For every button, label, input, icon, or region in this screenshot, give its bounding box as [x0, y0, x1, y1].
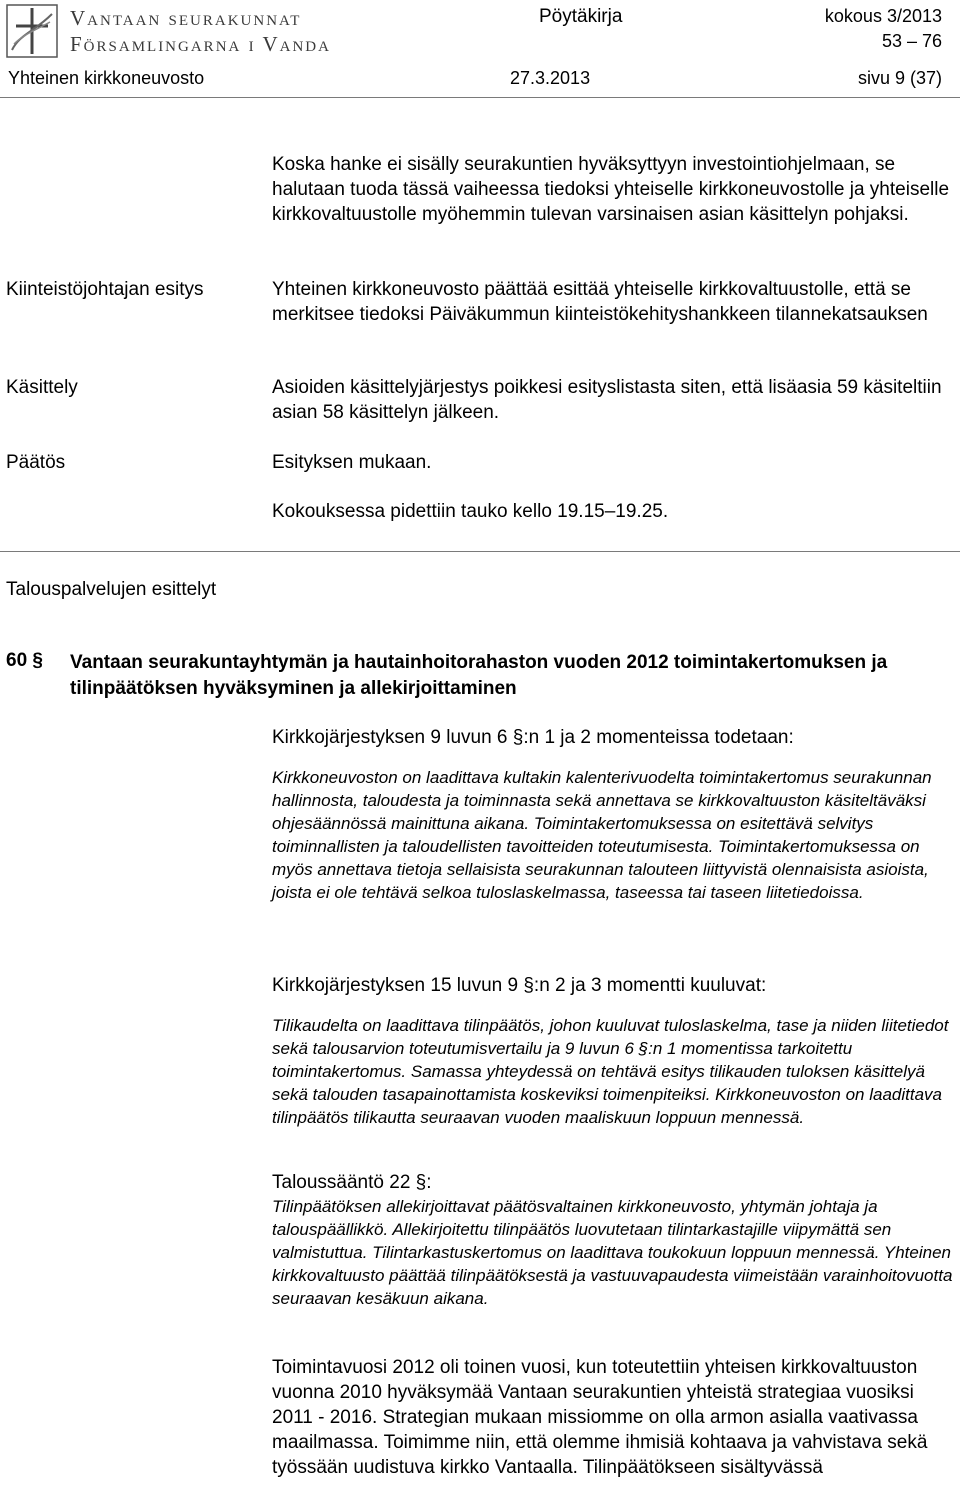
closing-text: Toimintavuosi 2012 oli toinen vuosi, kun toteutettiin yhteisen kirkkovaltuuston vuonna 2010 hyväksymää Vantaan seurakuntien yhteistä strategiaa vuosiksi 2011 - 2016. Strategian mukaan missiomme on olla armon asialla vaativassa maailmassa. Toimimme niin, että olemme ihmisiä kohtaava ja vahvistava sekä työssään uudistuva kirkko Vantaalla. Tilinpäätökseen sisältyvässä — [272, 1357, 928, 1478]
intro-text: Koska hanke ei sisälly seurakuntien hyväksyttyyn investointiohjelmaan, se halutaan tuoda tässä vaiheessa tiedoksi yhteiselle kirkkoneuvostolle ja yhteiselle kirkkovaltuustolle myöhemmin tulevan varsinaisen asian käsittelyn pohjaksi. — [272, 154, 950, 225]
header-divider — [0, 97, 960, 98]
case-title: Vantaan seurakuntayhtymän ja hautainhoitorahaston vuoden 2012 toimintakertomuksen ja tilinpäätöksen hyväksyminen ja allekirjoittaminen — [70, 652, 888, 699]
law1-quote: Kirkkoneuvoston on laadittava kultakin kalenterivuodelta toimintakertomus seurakunnan hallinnosta, taloudesta ja toiminnasta sekä annettava se kirkkovaltuuston käsiteltäväksi ohjesäännössä mainittuna aikana. Toimintakertomuksessa on esitettävä selvitys toiminnallisten ja taloudellisten tavoitteiden toteutumisesta. Toimintakertomuksessa on myös annettava tietoja sellaisista seurakunnan talouteen liittyvistä olennaisista asioista, joista ei ole tehtävä selkoa tuloslaskelmassa, taseessa tai taseen liitetiedoissa. — [272, 768, 932, 902]
law1-block — [272, 725, 954, 750]
org-name-finnish: Vantaan seurakunnat — [70, 6, 302, 30]
label-decision: Päätös — [6, 452, 66, 473]
church-logo-icon — [6, 4, 58, 58]
section-range: 53 – 76 — [881, 31, 942, 51]
rule-quote-block — [272, 1195, 954, 1310]
law2-quote-block — [272, 1014, 954, 1129]
break-paragraph — [272, 499, 954, 524]
intro-paragraph — [272, 152, 954, 227]
proposal-text: Yhteinen kirkkoneuvosto päättää esittää yhteiselle kirkkovaltuustolle, että se merkitsee tiedoksi Päiväkummun kiinteistökehityshankkeen tilannekatsauksen — [272, 279, 928, 325]
law2-intro: Kirkkojärjestyksen 15 luvun 9 §:n 2 ja 3 momentti kuuluvat: — [272, 975, 767, 996]
break-text: Kokouksessa pidettiin tauko kello 19.15–19.25. — [272, 501, 669, 522]
section-divider — [0, 551, 960, 552]
decision-text: Esityksen mukaan. — [272, 452, 432, 473]
rule-quote: Tilinpäätöksen allekirjoittavat päätösvaltainen kirkkoneuvosto, yhtymän johtaja ja talouspäällikkö. Allekirjoitettu tilinpäätös luovutetaan tilintarkastajille viipymättä sen valmistuttua. Tilintarkastuskertomus on laadittava toukokuun loppuun mennessä. Yhteinen kirkkovaltuusto päättää tilinpäätöksestä ja vastuuvapaudesta viimeistään varainhoitovuotta seuraavan kesäkuun aikana. — [272, 1197, 953, 1308]
law1-intro: Kirkkojärjestyksen 9 luvun 6 §:n 1 ja 2 momenteissa todetaan: — [272, 727, 794, 748]
label-handling: Käsittely — [6, 377, 78, 398]
closing-block — [272, 1355, 954, 1480]
document-type: Pöytäkirja — [539, 6, 623, 27]
section-heading: Talouspalvelujen esittelyt — [6, 579, 217, 600]
rule-intro: Taloussääntö 22 §: — [272, 1172, 432, 1193]
label-proposal: Kiinteistöjohtajan esitys — [6, 279, 204, 300]
meeting-date: 27.3.2013 — [510, 68, 591, 88]
law2-quote: Tilikaudelta on laadittava tilinpäätös, johon kuuluvat tuloslaskelma, tase ja niiden liitetiedot sekä talousarvion toteutumisvertailu ja 9 luvun 6 §:n 1 momentissa tarkoitettu toimintakertomus. Samassa yhteydessä on tehtävä esitys tilikauden tuloksen käsittelyä sekä talouden tasapainottamista koskeviksi toimenpiteiksi. Kirkkoneuvoston on laadittava tilinpäätös tilikautta seuraavan vuoden maaliskuun loppuun mennessä. — [272, 1016, 949, 1127]
governing-body: Yhteinen kirkkoneuvosto — [8, 68, 205, 88]
page-number: sivu 9 (37) — [857, 68, 942, 88]
decision-paragraph — [272, 450, 954, 475]
handling-text: Asioiden käsittelyjärjestys poikkesi esityslistasta siten, että lisäasia 59 käsiteltiin asian 58 käsittelyn jälkeen. — [272, 377, 942, 423]
case-number: 60 § — [6, 650, 43, 671]
handling-paragraph — [272, 375, 954, 425]
org-name-swedish: Församlingarna i Vanda — [70, 32, 331, 56]
rule-block — [272, 1170, 954, 1195]
law1-quote-block — [272, 766, 954, 904]
law2-block — [272, 973, 954, 998]
proposal-paragraph — [272, 277, 954, 327]
meeting-number: kokous 3/2013 — [824, 6, 942, 26]
